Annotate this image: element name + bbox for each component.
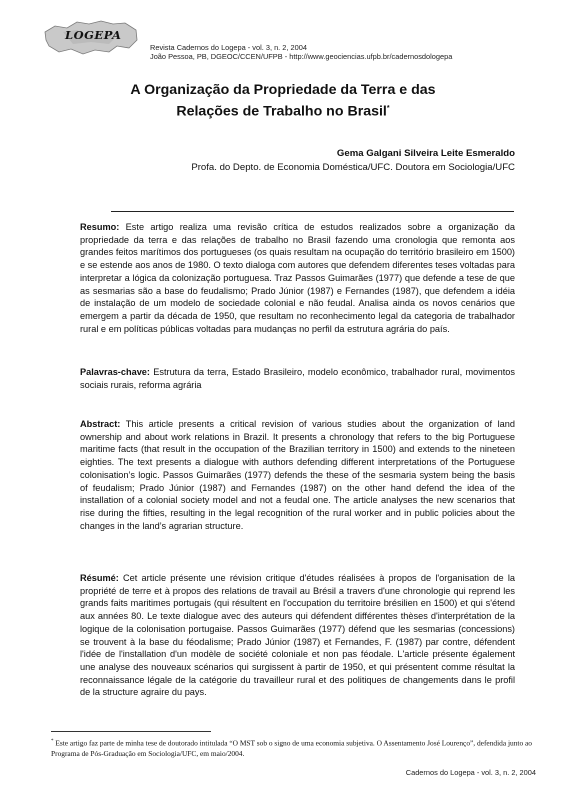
footnote-divider [51,731,211,732]
journal-info [150,43,452,62]
author-affiliation: Profa. do Depto. de Economia Doméstica/UFC. Doutora em Sociologia/UFC [191,162,515,173]
abstract-paragraph [80,418,515,532]
title-line-1: A Organização da Propriedade da Terra e das [130,82,436,98]
article-title [60,82,506,121]
resume-paragraph [80,572,515,699]
journal-line-2: João Pessoa, PB, DGEOC/CCEN/UFPB - http://www.geociencias.ufpb.br/cadernosdologepa [150,52,453,62]
journal-line-1: Revista Cadernos do Logepa - vol. 3, n. 2, 2004 [150,43,307,52]
keywords-label: Palavras-chave: [80,367,150,377]
journal-logo [43,18,139,58]
footnote-text: Este artigo faz parte de minha tese de doutorado intitulada “O MST sob o signo de uma economia subjetiva. O Assentamento José Lourenço”, defendida junto ao Programa de Pós-Graduação em Sociologia/UFC, em maio/2004. [51,738,532,758]
logo-text: LOGEPA [65,28,122,42]
resumo-text: Este artigo realiza uma revisão crítica de estudos realizados sobre a organização da propriedade da terra e das relações de trabalho no Brasil fazendo uma cronologia que remonta aos grandes feitos marítimos dos portugueses (os quais resultam na ocupação do território brasileiro em 1500) e se estende aos anos de 1980. O texto dialoga com autores que defendem diferentes teses voltadas para interpretar a lógica da colonização portuguesa. Traz Passos Guimarães (1977) que defende a tese de que as sesmarias são a base do feudalismo; Prado Júnior (1987) e Fernandes (1987), que defendem a idéia de instalação de um modelo de sociedade colonial e não feudal. Analisa ainda os novos cenários que emergem a partir da década de 1950, que resultam no reconhecimento legal da categoria de trabalhador rural e em políticas públicas voltadas para mudanças no perfil da estrutura agrária do país. [80,222,515,334]
title-footnote-marker: * [386,104,390,112]
keywords-text: Estrutura da terra, Estado Brasileiro, modelo econômico, trabalhador rural, movimentos sociais rurais, reforma agrária [80,367,515,390]
resume-text: Cet article présente une révision critique d'études réalisées à propos de l'organisation de la propriété de terre et à propos des relations de travail au Brésil a travers d'une chronologie qui reprend les grands faits maritimes portugais (qui résultent en l'occupation du territoire brésilien en 1500) et qui s'étend aux années 80. Le texte dialogue avec des auteurs qui défendent différentes thèses d'interprétation de la logique de la colonisation portugaise. Passos Guimarães (1977) défend que les sesmarias (concessions) se trouvent à la base du féodalisme; Prado Júnior (1987) et Fernandes, F. (1987) par contre, défendent l'idée de l'installation d'un modèle de société coloniale et non pas féodale. L'article présente également une analyse des nouveaux scénarios qui surgissent à partir de 1950, et qui présentent comme résultat la reconnaissance légale de la catégorie du travailleur rural et des politiques de changements dans le profil de la structure agraire du pays. [80,573,515,698]
abstract-label: Abstract: [80,419,121,429]
footnote [51,737,546,759]
resumo-label: Resumo: [80,222,120,232]
resume-label: Résumé: [80,573,119,583]
keywords-paragraph [80,366,515,391]
resumo-paragraph [80,221,515,335]
page-footer: Cadernos do Logepa - vol. 3, n. 2, 2004 [405,768,536,777]
title-line-2: Relações de Trabalho no Brasil [176,103,387,120]
divider [111,211,514,212]
footnote-marker: * [51,739,54,744]
author-name: Gema Galgani Silveira Leite Esmeraldo [336,148,515,159]
abstract-text: This article presents a critical revision of various studies about the organization of land ownership and about work relations in Brazil. It presents a chronology that refers to the big Portuguese maritime facts (that result in the occupation of the Brazilian territory in 1500) and extends to the nineteen eighties. The text presents a dialogue with authors defending different interpretations of the Portuguese colonisation’s logic. Passos Guimarães (1977) defends the these of the sesmaria system being the basis of feudalism; Prado Júnior (1987) and Fernandes (1987) on the other hand defend the idea of the installation of a colonial society model and not a feudal one. The article analyses the new scenarios that rise during the fifties, resulting in the legal recognition of the rural worker and in public policies about the changes in the land’s agrarian structure. [80,419,515,531]
